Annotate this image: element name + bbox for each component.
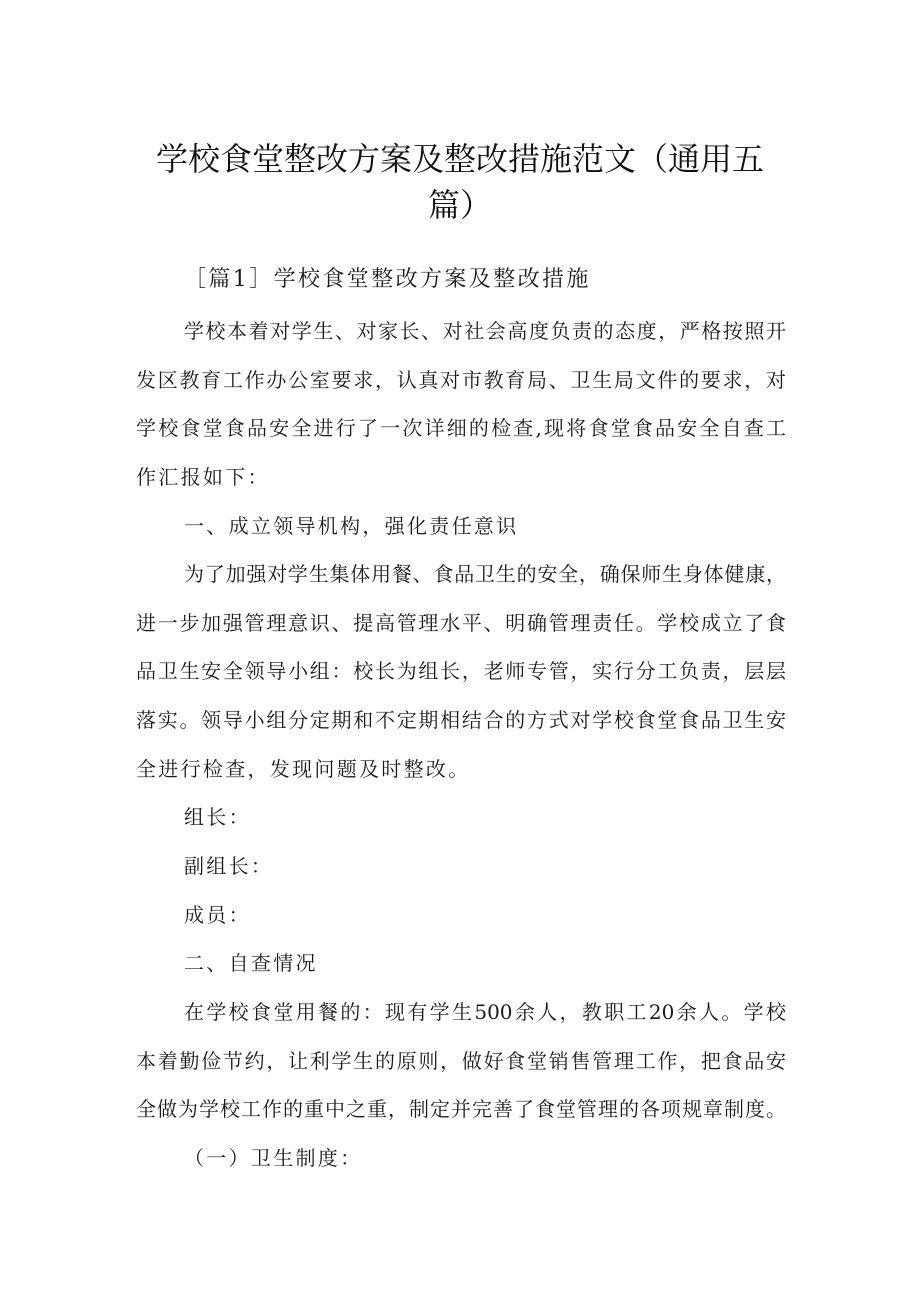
document-title-line-1: 学校食堂整改方案及整改措施范文（通用五: [155, 140, 764, 178]
vice-leader-label: 副组长：: [184, 854, 274, 878]
heading-two: 二、自查情况: [184, 951, 318, 975]
leader-label: 组长：: [184, 805, 251, 829]
paragraph-line: 品卫生安全领导小组：校长为组长，老师专管，实行分工负责，层层: [136, 659, 786, 683]
paragraph-line: 全做为学校工作的重中之重，制定并完善了食堂管理的各项规章制度。: [136, 1097, 786, 1121]
members-label: 成员：: [184, 903, 251, 927]
paragraph-line: 在学校食堂用餐的：现有学生500余人，教职工20余人。学校: [184, 1000, 786, 1024]
document-title-line-2: 篇）: [427, 186, 492, 224]
section-heading: ［篇1］学校食堂整改方案及整改措施: [184, 267, 591, 292]
paragraph-line: 作汇报如下：: [136, 465, 270, 489]
paragraph-line: 落实。领导小组分定期和不定期相结合的方式对学校食堂食品卫生安: [136, 708, 786, 732]
heading-one: 一、成立领导机构，强化责任意识: [184, 514, 519, 538]
paragraph-line: 学校食堂食品安全进行了一次详细的检查,现将食堂食品安全自查工: [136, 416, 786, 440]
paragraph-line: 发区教育工作办公室要求，认真对市教育局、卫生局文件的要求，对: [136, 368, 786, 392]
paragraph-line: 学校本着对学生、对家长、对社会高度负责的态度，严格按照开: [184, 319, 786, 343]
paragraph-line: 全进行检查，发现问题及时整改。: [136, 757, 471, 781]
subheading-one: （一）卫生制度：: [184, 1146, 363, 1170]
paragraph-line: 为了加强对学生集体用餐、食品卫生的安全，确保师生身体健康，: [184, 562, 786, 586]
paragraph-line: 进一步加强管理意识、提高管理水平、明确管理责任。学校成立了食: [136, 611, 786, 635]
paragraph-line: 本着勤俭节约，让利学生的原则，做好食堂销售管理工作，把食品安: [136, 1049, 786, 1073]
